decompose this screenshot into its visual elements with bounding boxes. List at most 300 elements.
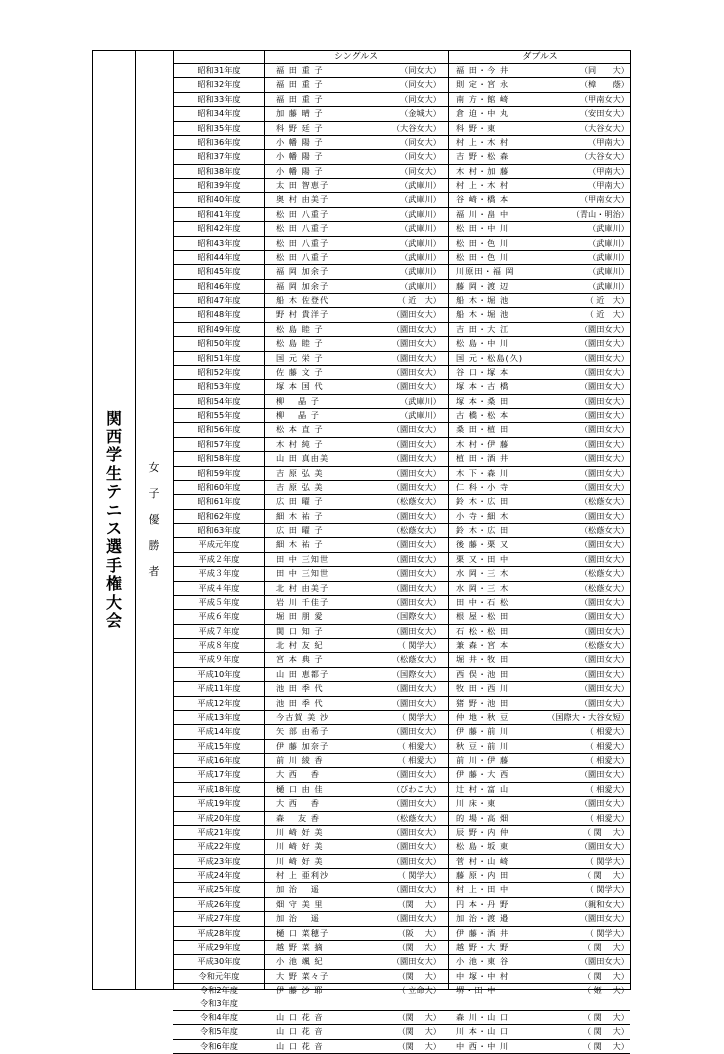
table-row (173, 122, 630, 135)
singles-winner: 木 村 純 子 (276, 438, 324, 449)
year-cell: 昭和36年度 (197, 136, 241, 147)
doubles-affiliation: （園田女大） (579, 338, 629, 349)
year-cell: 昭和47年度 (197, 295, 241, 305)
table-row (173, 107, 630, 120)
year-cell: 平成18年度 (197, 783, 241, 794)
singles-winner: 越 野 菜 摘 (276, 941, 324, 952)
singles-affiliation: （大谷女大） (391, 122, 441, 133)
year-cell: 平成23年度 (197, 855, 241, 866)
table-row (173, 682, 630, 695)
singles-winner: 池 田 季 代 (276, 697, 324, 708)
doubles-affiliation: （甲南女大） (579, 194, 629, 205)
singles-affiliation: （武庫川） (400, 251, 441, 262)
doubles-affiliation: （甲南大） (588, 180, 629, 190)
singles-winner: 関 口 知 子 (276, 625, 324, 636)
singles-affiliation: （同女大） (400, 79, 441, 90)
doubles-affiliation: （大谷女大） (579, 151, 629, 162)
singles-winner: 大 西 香 (276, 798, 320, 809)
singles-affiliation: （園田女大） (391, 453, 441, 464)
table-row (173, 337, 630, 350)
doubles-affiliation: （同 大） (579, 65, 629, 75)
doubles-winners: 谷 崎・橋 本 (456, 194, 510, 205)
singles-affiliation: （園田女大） (391, 424, 441, 435)
year-cell: 昭和53年度 (197, 381, 241, 392)
doubles-winners: 南 方・館 崎 (456, 93, 510, 104)
table-row (173, 941, 630, 954)
table-row (173, 596, 630, 609)
singles-winner: 矢 部 由希子 (276, 726, 330, 737)
singles-affiliation: （松蔭女大） (391, 812, 441, 823)
singles-winner: 松 田 八重子 (276, 208, 330, 219)
doubles-winners: 伊 藤・大 西 (456, 769, 510, 780)
doubles-winners: 鈴 木・広 田 (456, 525, 510, 535)
doubles-affiliation: （園田女大） (579, 481, 629, 492)
doubles-affiliation: （武庫川） (588, 237, 629, 248)
doubles-affiliation: （武庫川） (588, 251, 629, 262)
table-row (173, 165, 630, 178)
singles-affiliation: （武庫川） (400, 237, 441, 248)
singles-affiliation: （園田女大） (391, 726, 441, 737)
table-row (173, 783, 630, 796)
year-cell: 平成27年度 (197, 913, 241, 924)
singles-winner: 太 田 智恵子 (276, 180, 330, 190)
doubles-affiliation: （園田女大） (579, 453, 629, 464)
doubles-affiliation: （ 関 大） (582, 870, 629, 880)
year-cell: 昭和40年度 (197, 194, 241, 205)
doubles-winners: 水 岡・三 木 (456, 582, 510, 593)
singles-affiliation: （金城大） (400, 108, 441, 119)
year-cell: 昭和45年度 (197, 266, 241, 277)
singles-winner: 塚 本 国 代 (276, 381, 324, 392)
year-cell: 平成25年度 (197, 884, 241, 895)
table-row (173, 395, 630, 408)
doubles-affiliation: （甲南大） (588, 136, 629, 147)
doubles-winners: 福 田・今 井 (456, 65, 510, 75)
table-row (173, 1040, 630, 1053)
singles-winner: 小 幡 陽 子 (276, 151, 324, 162)
table-row (173, 768, 630, 781)
doubles-winners: 伊 藤・酒 井 (456, 927, 510, 938)
year-cell: 昭和49年度 (197, 323, 241, 334)
doubles-winners: 村 上・田 中 (456, 884, 510, 895)
year-cell: 令和4年度 (200, 1012, 238, 1022)
doubles-affiliation: （ 関 大） (582, 1040, 629, 1051)
singles-affiliation: （園田女大） (391, 841, 441, 852)
table-row (173, 524, 630, 537)
table-row (173, 883, 630, 896)
singles-affiliation: （園田女大） (391, 884, 441, 895)
doubles-winners: 中 塚・中 村 (456, 970, 510, 981)
doubles-winners: 松 田・色 川 (456, 251, 510, 262)
doubles-affiliation: （甲南女大） (579, 93, 629, 104)
doubles-affiliation: （樟 蔭） (579, 79, 629, 90)
singles-affiliation: （園田女大） (391, 798, 441, 809)
doubles-winners: 後 藤・栗 又 (456, 539, 510, 550)
singles-affiliation: （関 大） (397, 1012, 441, 1022)
doubles-affiliation: （園田女大） (579, 381, 629, 392)
doubles-winners: 塚 本・古 橋 (456, 381, 510, 392)
doubles-winners: 菅 村・山 崎 (456, 855, 510, 866)
singles-affiliation: （園田女大） (391, 309, 441, 320)
doubles-affiliation: （園田女大） (579, 913, 629, 924)
singles-affiliation: （園田女大） (391, 855, 441, 866)
doubles-affiliation: （園田女大） (579, 596, 629, 607)
year-cell: 昭和44年度 (197, 251, 241, 262)
year-cell: 昭和35年度 (197, 122, 241, 133)
results-table (92, 50, 631, 1051)
table-row (173, 251, 630, 264)
doubles-winners: 村 上・木 村 (456, 180, 510, 190)
table-row (173, 912, 630, 925)
year-cell: 平成元年度 (198, 539, 240, 550)
singles-affiliation: （松蔭女大） (391, 525, 441, 535)
singles-winner: 大 西 香 (276, 769, 320, 780)
year-cell: 昭和50年度 (197, 338, 241, 349)
singles-winner: 山 口 花 音 (276, 1012, 324, 1022)
table-row (173, 1011, 630, 1024)
doubles-affiliation: （園田女大） (579, 668, 629, 679)
doubles-winners: 木 村・加 藤 (456, 165, 510, 176)
year-cell: 昭和42年度 (197, 223, 241, 234)
doubles-affiliation: （甲南大） (588, 165, 629, 176)
singles-affiliation: （ 相愛大） (397, 740, 441, 751)
singles-winner: 伊 藤 沙 耶 (276, 985, 324, 995)
singles-winner: 吉 原 弘 美 (276, 467, 324, 478)
doubles-winners: 松 島・坂 東 (456, 841, 510, 852)
table-row (173, 855, 630, 868)
doubles-winners: 松 島・中 川 (456, 338, 510, 349)
year-cell: 令和元年度 (198, 970, 240, 981)
doubles-affiliation: （ 関 大） (582, 1012, 629, 1022)
table-row (173, 352, 630, 365)
table-row (173, 567, 630, 580)
doubles-winners: 森 川・山 口 (456, 1012, 510, 1022)
singles-affiliation: （ 立命大） (397, 985, 441, 995)
singles-affiliation: （武庫川） (400, 395, 441, 406)
singles-winner: 柳 晶 子 (276, 410, 320, 420)
doubles-affiliation: （園田女大） (579, 366, 629, 377)
doubles-winners: 仁 科・小 寺 (456, 481, 510, 492)
singles-winner: 山 田 真由美 (276, 453, 330, 464)
singles-affiliation: （園田女大） (391, 323, 441, 334)
year-cell: 昭和31年度 (197, 65, 241, 75)
doubles-affiliation: （大谷女大） (579, 122, 629, 133)
table-row (173, 927, 630, 940)
year-cell: 昭和39年度 (197, 180, 241, 190)
doubles-winners: 越 野・大 野 (456, 941, 510, 952)
singles-winner: 大 野 菜々子 (276, 970, 330, 981)
doubles-winners: 加 治・渡 邉 (456, 913, 510, 924)
doubles-winners: 伊 藤・前 川 (456, 726, 510, 737)
singles-winner: 前 川 綾 香 (276, 755, 324, 765)
year-cell: 昭和34年度 (197, 108, 241, 119)
doubles-winners: 植 田・酒 井 (456, 453, 510, 464)
singles-winner: 柳 晶 子 (276, 395, 320, 406)
singles-affiliation: （阪 大） (397, 927, 441, 938)
table-row (173, 78, 630, 91)
table-row (173, 150, 630, 163)
singles-affiliation: （武庫川） (400, 180, 441, 190)
doubles-affiliation: （ 近 大） (585, 295, 629, 305)
year-cell: 昭和46年度 (197, 280, 241, 291)
doubles-winners: 的 場・高 畑 (456, 812, 510, 823)
year-cell: 平成19年度 (197, 798, 241, 809)
singles-affiliation: （関 大） (397, 1040, 441, 1051)
year-cell: 昭和38年度 (197, 165, 241, 176)
table-row (173, 265, 630, 278)
singles-affiliation: （関 大） (397, 941, 441, 952)
singles-affiliation: （園田女大） (391, 625, 441, 636)
singles-winner: 川 崎 好 美 (276, 841, 324, 852)
doubles-winners: 国 元・松島(久) (456, 352, 524, 363)
doubles-winners: 川原田・福 岡 (456, 266, 515, 277)
singles-winner: 福 田 重 子 (276, 65, 324, 75)
year-cell: 昭和52年度 (197, 366, 241, 377)
table-row (173, 467, 630, 480)
table-row (173, 438, 630, 451)
year-cell: 平成15年度 (197, 740, 241, 751)
singles-affiliation: （武庫川） (400, 266, 441, 277)
doubles-affiliation: （国際大・大谷女短） (547, 711, 629, 722)
table-row (173, 840, 630, 853)
table-row (173, 610, 630, 623)
singles-affiliation: （武庫川） (400, 410, 441, 420)
year-cell: 平成22年度 (197, 841, 241, 852)
singles-winner: 奥 村 由美子 (276, 194, 330, 205)
singles-affiliation: （園田女大） (391, 826, 441, 837)
doubles-affiliation: （園田女大） (579, 654, 629, 665)
table-row (173, 193, 630, 206)
singles-winner: 野 村 貴洋子 (276, 309, 330, 320)
singles-winner: 川 崎 好 美 (276, 826, 324, 837)
singles-affiliation: （同女大） (400, 165, 441, 176)
doubles-winners: 円 本・丹 野 (456, 898, 510, 909)
doubles-winners: 倉 迫・中 丸 (456, 108, 510, 119)
doubles-winners: 塚 本・桑 田 (456, 395, 510, 406)
year-cell: 昭和58年度 (197, 453, 241, 464)
year-cell: 昭和32年度 (197, 79, 241, 90)
singles-affiliation: （園田女大） (391, 956, 441, 967)
singles-winner: 佐 藤 文 子 (276, 366, 324, 377)
table-row (173, 1025, 630, 1038)
doubles-affiliation: （園田女大） (579, 798, 629, 809)
singles-winner: 山 田 恵都子 (276, 668, 330, 679)
singles-affiliation: （園田女大） (391, 553, 441, 564)
singles-affiliation: （同女大） (400, 136, 441, 147)
singles-winner: 田 中 三知世 (276, 568, 330, 579)
singles-winner: 福 田 重 子 (276, 93, 324, 104)
table-row (173, 452, 630, 465)
doubles-winners: 松 田・色 川 (456, 237, 510, 248)
year-cell: 昭和62年度 (197, 510, 241, 521)
doubles-affiliation: （ 相愛大） (585, 812, 629, 823)
singles-affiliation: （松蔭女大） (391, 654, 441, 665)
table-row (173, 409, 630, 422)
doubles-winners: 村 上・木 村 (456, 136, 510, 147)
table-row (173, 725, 630, 738)
doubles-winners: 栗 又・田 中 (456, 553, 510, 564)
doubles-winners: 藤 原・内 田 (456, 870, 510, 880)
doubles-affiliation: （園田女大） (579, 424, 629, 435)
singles-affiliation: （園田女大） (391, 697, 441, 708)
table-row (173, 538, 630, 551)
doubles-affiliation: （園田女大） (579, 510, 629, 521)
doubles-affiliation: （ 関 大） (582, 1026, 629, 1037)
doubles-affiliation: （ 関学大） (585, 855, 629, 866)
singles-winner: 伊 藤 加奈子 (276, 740, 330, 751)
year-cell: 平成17年度 (197, 769, 241, 780)
singles-winner: 加 治 遥 (276, 884, 320, 895)
year-cell: 平成14年度 (197, 726, 241, 737)
doubles-winners: 水 岡・三 木 (456, 568, 510, 579)
year-cell: 平成12年度 (197, 697, 241, 708)
table-row (173, 955, 630, 968)
singles-winner: 北 村 由美子 (276, 582, 330, 593)
singles-affiliation: （園田女大） (391, 481, 441, 492)
year-cell: 平成20年度 (197, 812, 241, 823)
page-title: 関 西 学 生 テ ニ ス 選 手 権 大 会 (105, 408, 122, 630)
table-row (173, 582, 630, 595)
doubles-affiliation: （園田女大） (579, 769, 629, 780)
doubles-winners: 仲 地・秋 豆 (456, 711, 510, 722)
doubles-winners: 川 床・東 (456, 798, 497, 809)
singles-winner: 松 本 直 子 (276, 424, 324, 435)
singles-winner: 池 田 季 代 (276, 683, 324, 694)
year-cell: 平成13年度 (197, 711, 241, 722)
singles-winner: 加 藤 晴 子 (276, 108, 324, 119)
year-cell: 平成28年度 (197, 927, 241, 938)
singles-affiliation: （ 関学大） (397, 711, 441, 722)
table-row (173, 423, 630, 436)
singles-affiliation: （武庫川） (400, 208, 441, 219)
singles-affiliation: （園田女大） (391, 539, 441, 550)
year-cell: 平成５年度 (198, 596, 240, 607)
doubles-winners: 船 木・堀 池 (456, 295, 510, 305)
doubles-affiliation: （園田女大） (579, 625, 629, 636)
singles-affiliation: （園田女大） (391, 582, 441, 593)
singles-winner: 福 田 重 子 (276, 79, 324, 90)
doubles-affiliation: （園田女大） (579, 352, 629, 363)
singles-affiliation: （ 関学大） (397, 870, 441, 880)
singles-winner: 山 口 花 音 (276, 1040, 324, 1051)
year-cell: 令和6年度 (200, 1040, 238, 1051)
singles-winner: 松 島 睦 子 (276, 338, 324, 349)
year-cell: 平成21年度 (197, 826, 241, 837)
singles-affiliation: （国際女大） (391, 668, 441, 679)
table-row (173, 625, 630, 638)
singles-winner: 北 村 友 紀 (276, 640, 324, 650)
doubles-affiliation: （園田女大） (579, 697, 629, 708)
year-cell: 昭和37年度 (197, 151, 241, 162)
year-cell: 昭和48年度 (197, 309, 241, 320)
year-cell: 平成24年度 (197, 870, 241, 880)
singles-winner: 福 岡 加余子 (276, 280, 330, 291)
doubles-header: ダブルス (522, 52, 558, 62)
table-row (173, 323, 630, 336)
doubles-winners: 猪 野・池 田 (456, 697, 510, 708)
table-row (173, 668, 630, 681)
year-cell: 平成29年度 (197, 941, 241, 952)
year-cell: 昭和54年度 (197, 395, 241, 406)
doubles-affiliation: （松蔭女大） (579, 525, 629, 535)
table-row (173, 970, 630, 983)
year-cell: 昭和60年度 (197, 481, 241, 492)
doubles-winners: 中 西・中 川 (456, 1040, 510, 1051)
doubles-affiliation: （園田女大） (579, 553, 629, 564)
singles-affiliation: （園田女大） (391, 366, 441, 377)
singles-winner: 田 中 三知世 (276, 553, 330, 564)
table-row (173, 93, 630, 106)
table-row (173, 754, 630, 767)
singles-winner: 広 田 曜 子 (276, 496, 324, 507)
singles-winner: 村 上 亜利沙 (276, 870, 330, 880)
singles-affiliation: （びわこ大） (391, 783, 441, 794)
singles-header: シングルス (333, 52, 379, 62)
doubles-affiliation: （松蔭女大） (579, 582, 629, 593)
table-row (173, 898, 630, 911)
doubles-affiliation: （武庫川） (588, 280, 629, 291)
doubles-affiliation: （ 相愛大） (585, 783, 629, 794)
singles-affiliation: （関 大） (397, 898, 441, 909)
table-row (173, 294, 630, 307)
year-cell: 昭和43年度 (197, 237, 241, 248)
doubles-affiliation: （ 姫 大） (582, 985, 629, 995)
singles-winner: 松 田 八重子 (276, 251, 330, 262)
year-cell: 昭和57年度 (197, 438, 241, 449)
doubles-winners: 根 屋・松 田 (456, 611, 510, 622)
doubles-winners: 谷 口・塚 本 (456, 366, 510, 377)
doubles-affiliation: （園田女大） (579, 438, 629, 449)
singles-winner: 今古賀 美 沙 (276, 711, 330, 722)
doubles-affiliation: （安田女大） (579, 108, 629, 119)
doubles-winners: 牧 田・西 川 (456, 683, 510, 694)
singles-affiliation: （園田女大） (391, 913, 441, 924)
year-cell: 平成９年度 (198, 654, 240, 665)
singles-affiliation: （ 関学大） (397, 640, 441, 650)
table-row (173, 984, 630, 1010)
table-row (173, 308, 630, 321)
table-row (173, 64, 630, 77)
year-cell: 昭和59年度 (197, 467, 241, 478)
singles-affiliation: （関 大） (397, 1026, 441, 1037)
table-row (173, 208, 630, 221)
table-row (173, 653, 630, 666)
doubles-winners: 科 野・東 (456, 122, 497, 133)
doubles-winners: 田 中・石 松 (456, 596, 510, 607)
doubles-winners: 西 俣・池 田 (456, 668, 510, 679)
table-row (173, 553, 630, 566)
doubles-winners: 古 橋・松 本 (456, 410, 510, 420)
doubles-affiliation: （ 関学大） (585, 884, 629, 895)
doubles-winners: 桑 田・植 田 (456, 424, 510, 435)
singles-affiliation: （園田女大） (391, 596, 441, 607)
singles-winner: 細 木 祐 子 (276, 539, 324, 550)
table-row (173, 711, 630, 724)
singles-winner: 科 野 廷 子 (276, 122, 324, 133)
table-row (173, 812, 630, 825)
table-row (173, 380, 630, 393)
singles-affiliation: （国際女大） (391, 611, 441, 622)
singles-affiliation: （武庫川） (400, 223, 441, 234)
singles-winner: 小 幡 陽 子 (276, 165, 324, 176)
doubles-winners: 則 定・宮 永 (456, 79, 510, 90)
table-row (173, 136, 630, 149)
doubles-affiliation: （園田女大） (579, 323, 629, 334)
doubles-affiliation: （園田女大） (579, 683, 629, 694)
doubles-winners: 松 田・中 川 (456, 223, 510, 234)
year-cell: 平成７年度 (198, 625, 240, 636)
year-cell: 令和5年度 (200, 1026, 238, 1037)
